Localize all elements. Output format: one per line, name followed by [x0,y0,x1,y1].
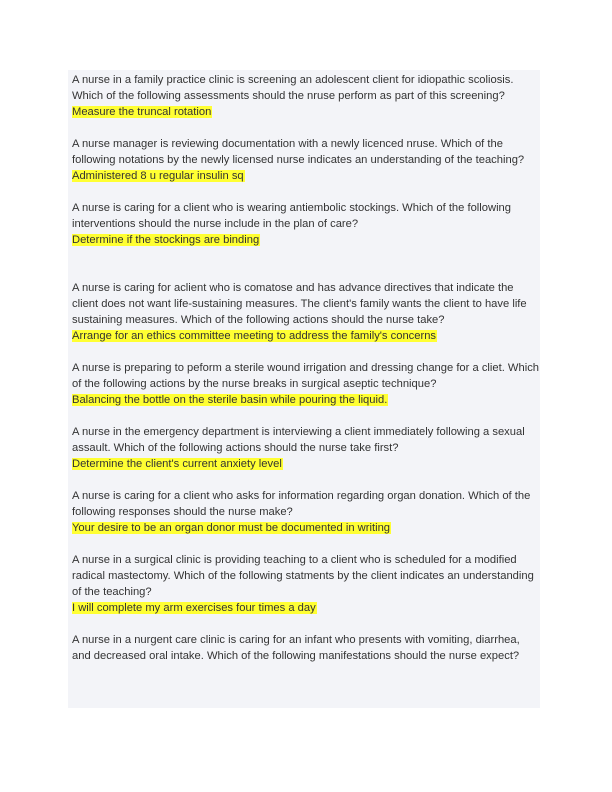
question-6: A nurse in the emergency department is interviewing a client immediately following a sexual assault. Which of the following actions should the nurse take first? [72,426,525,454]
answer-5: Balancing the bottle on the sterile basin while pouring the liquid. [72,394,388,406]
question-5: A nurse is preparing to peform a sterile wound irrigation and dressing change for a cliet. Which of the following actions by the nurse breaks in surgical aseptic technique? [72,362,540,390]
answer-6: Determine the client's current anxiety level [72,458,282,470]
question-3: A nurse is caring for a client who is wearing antiembolic stockings. Which of the following interventions should the nurse include in the plan of care? [72,202,512,230]
question-2: A nurse manager is reviewing documentation with a newly licenced nruse. Which of the following notations by the newly licensed nurse indicates an understanding of the teaching? [72,138,525,166]
qa-list [72,72,540,680]
answer-7: Your desire to be an organ donor must be documented in writing [72,522,391,534]
answer-1: Measure the truncal rotation [72,106,212,118]
qa-item-3 [72,200,540,248]
qa-item-1 [72,72,540,120]
qa-item-7 [72,488,540,536]
question-7: A nurse is caring for a client who asks for information regarding organ donation. Which of the following responses should the nurse make? [72,490,531,518]
qa-item-8 [72,552,540,616]
qa-item-4 [72,280,540,344]
question-9: A nurse in a nurgent care clinic is caring for an infant who presents with vomiting, diarrhea, and decreased oral intake. Which of the following manifestations should the nurse expect? [72,634,520,662]
qa-item-5 [72,360,540,408]
question-8: A nurse in a surgical clinic is providing teaching to a client who is scheduled for a modified radical mastectomy. Which of the following statments by the client indicates an understanding of the teaching? [72,554,534,598]
question-1: A nurse in a family practice clinic is screening an adolescent client for idiopathic scoliosis. Which of the following assessments should the nruse perform as part of this screening? [72,74,514,102]
qa-item-2 [72,136,540,184]
qa-item-9 [72,632,540,664]
question-4: A nurse is caring for aclient who is comatose and has advance directives that indicate the client does not want life-sustaining measures. The client's family wants the client to have life sustaining measures. Which of the following actions should the nurse take? [72,282,527,326]
answer-3: Determine if the stockings are binding [72,234,260,246]
answer-4: Arrange for an ethics committee meeting to address the family's concerns [72,330,437,342]
answer-2: Administered 8 u regular insulin sq [72,170,244,182]
qa-item-6 [72,424,540,472]
answer-8: I will complete my arm exercises four times a day [72,602,316,614]
